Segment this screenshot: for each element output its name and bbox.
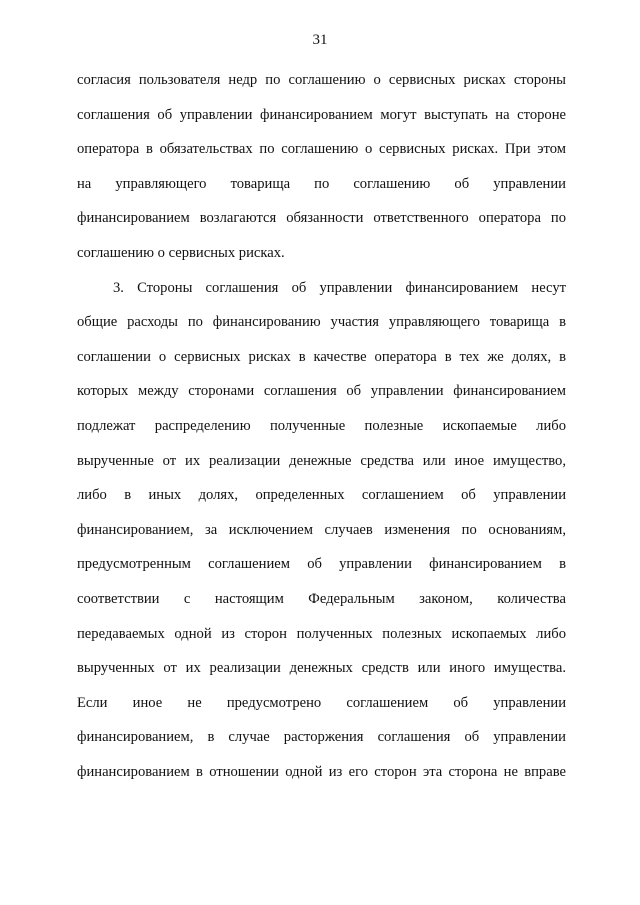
text-line: финансированием в отношении одной из его сторон эта сторона не вправе — [77, 763, 566, 780]
text-line: оператора в обязательствах по соглашению о сервисных рисках. При этом — [77, 141, 566, 158]
text-line: общие расходы по финансированию участия управляющего товарища в — [77, 314, 566, 331]
text-line: соглашения об управлении финансированием могут выступать на стороне — [77, 106, 566, 123]
text-line: передаваемых одной из сторон полученных полезных ископаемых либо — [77, 625, 566, 642]
text-line: Если иное не предусмотрено соглашением об управлении — [77, 694, 566, 711]
text-line: подлежат распределению полученные полезные ископаемые либо — [77, 417, 566, 434]
body-text — [77, 63, 566, 789]
text-line: вырученные от их реализации денежные средства или иное имущество, — [77, 452, 566, 469]
text-line: соглашению о сервисных рисках. — [77, 244, 285, 261]
text-line: финансированием, в случае расторжения соглашения об управлении — [77, 729, 566, 746]
text-line: вырученных от их реализации денежных средств или иного имущества. — [77, 660, 566, 677]
text-line: на управляющего товарища по соглашению об управлении — [77, 175, 566, 192]
text-line: предусмотренным соглашением об управлении финансированием в — [77, 556, 566, 573]
text-line: финансированием возлагаются обязанности ответственного оператора по — [77, 210, 566, 227]
text-line: соответствии с настоящим Федеральным законом, количества — [77, 590, 566, 607]
text-line: согласия пользователя недр по соглашению о сервисных рисках стороны — [77, 72, 566, 88]
text-line: финансированием, за исключением случаев изменения по основаниям, — [77, 521, 566, 538]
text-line: 3. Стороны соглашения об управлении финансированием несут — [113, 279, 566, 296]
page-number: 31 — [312, 32, 328, 48]
text-line: соглашении о сервисных рисках в качестве оператора в тех же долях, в — [77, 348, 566, 365]
text-line: либо в иных долях, определенных соглашением об управлении — [77, 487, 566, 504]
text-line: которых между сторонами соглашения об управлении финансированием — [77, 383, 566, 400]
